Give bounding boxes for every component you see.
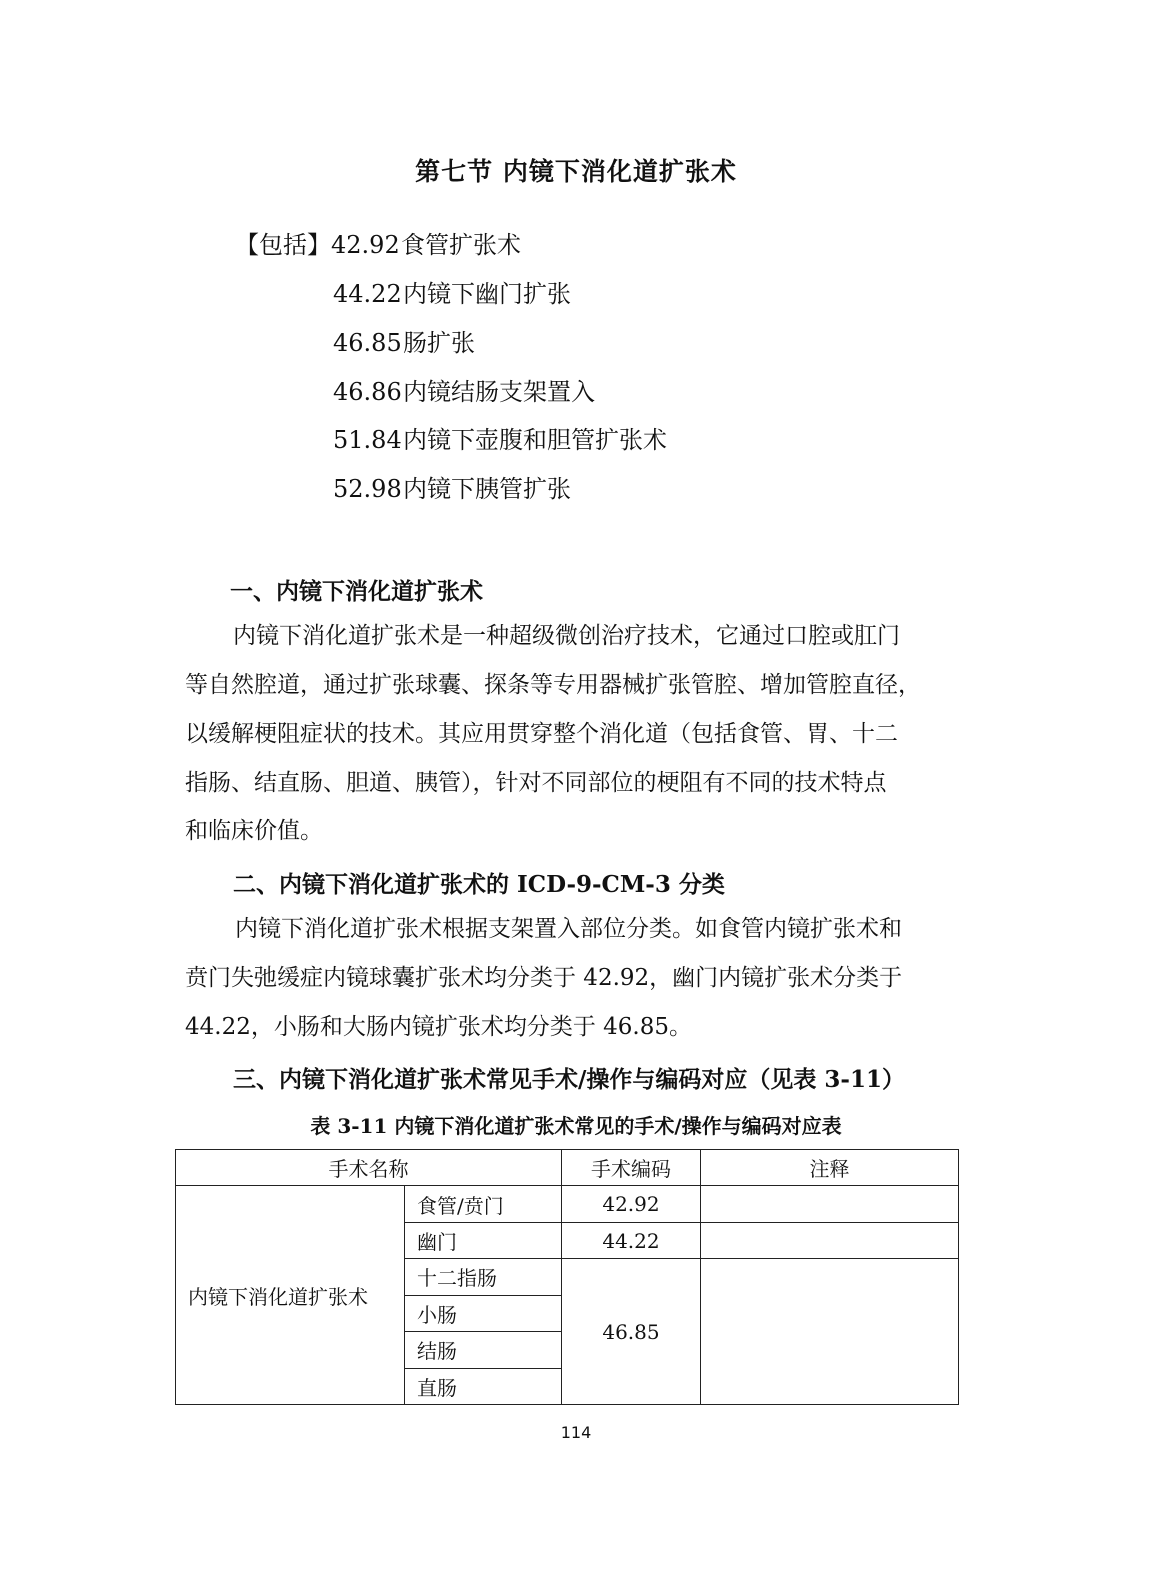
paragraph-line: 和临床价值。: [185, 818, 323, 844]
site-cell: 十二指肠: [405, 1259, 562, 1295]
item-code: 46.86: [333, 378, 402, 406]
site-cell: 幽门: [405, 1222, 562, 1258]
includes-label: 【包括】: [235, 231, 331, 259]
paragraph-line: 以缓解梗阻症状的技术。其应用贯穿整个消化道（包括食管、胃、十二: [185, 721, 898, 747]
site-cell: 小肠: [405, 1295, 562, 1331]
paragraph-line: 内镜下消化道扩张术根据支架置入部位分类。如食管内镜扩张术和: [235, 916, 902, 942]
code-cell: 42.92: [562, 1186, 701, 1222]
code-cell: 46.85: [562, 1259, 701, 1405]
includes-item: [235, 229, 521, 261]
code-cell: 44.22: [562, 1222, 701, 1258]
code-mapping-table: [175, 1149, 959, 1405]
note-cell: [701, 1259, 959, 1405]
item-name: 内镜下壶腹和胆管扩张术: [403, 426, 667, 454]
includes-item: [333, 327, 475, 359]
includes-item: [333, 424, 667, 456]
header-code: 手术编码: [562, 1150, 701, 1186]
paragraph-line: 44.22，小肠和大肠内镜扩张术均分类于 46.85。: [185, 1014, 692, 1040]
section-title: 第七节 内镜下消化道扩张术: [415, 157, 737, 186]
page-number: 114: [560, 1423, 592, 1442]
note-cell: [701, 1222, 959, 1258]
includes-item: [333, 376, 595, 408]
site-cell: 结肠: [405, 1332, 562, 1368]
section-1-heading: 一、内镜下消化道扩张术: [230, 578, 483, 605]
item-name: 食管扩张术: [401, 231, 521, 259]
table-row: [176, 1186, 959, 1222]
item-code: 44.22: [333, 280, 402, 308]
item-name: 内镜下幽门扩张: [403, 280, 571, 308]
paragraph-line: 内镜下消化道扩张术是一种超级微创治疗技术，它通过口腔或肛门: [233, 623, 900, 649]
group-name-cell: 内镜下消化道扩张术: [176, 1186, 405, 1405]
header-note: 注释: [701, 1150, 959, 1186]
item-name: 内镜结肠支架置入: [403, 378, 595, 406]
section-2-heading: 二、内镜下消化道扩张术的 ICD-9-CM-3 分类: [233, 871, 725, 898]
item-code: 46.85: [333, 329, 402, 357]
table-caption: 表 3-11 内镜下消化道扩张术常见的手术/操作与编码对应表: [310, 1114, 842, 1138]
includes-item: [333, 278, 571, 310]
item-name: 内镜下胰管扩张: [403, 475, 571, 503]
paragraph-line: 指肠、结直肠、胆道、胰管），针对不同部位的梗阻有不同的技术特点: [185, 770, 887, 796]
header-name: 手术名称: [176, 1150, 562, 1186]
item-code: 42.92: [331, 231, 400, 259]
paragraph-line: 等自然腔道，通过扩张球囊、探条等专用器械扩张管腔、增加管腔直径，: [185, 672, 921, 698]
site-cell: 直肠: [405, 1368, 562, 1404]
paragraph-line: 贲门失弛缓症内镜球囊扩张术均分类于 42.92，幽门内镜扩张术分类于: [185, 965, 903, 991]
table-header-row: [176, 1150, 959, 1186]
item-code: 51.84: [333, 426, 402, 454]
includes-item: [333, 473, 571, 505]
note-cell: [701, 1186, 959, 1222]
site-cell: 食管/贲门: [405, 1186, 562, 1222]
item-name: 肠扩张: [403, 329, 475, 357]
item-code: 52.98: [333, 475, 402, 503]
section-3-heading: 三、内镜下消化道扩张术常见手术/操作与编码对应（见表 3-11）: [233, 1066, 905, 1093]
